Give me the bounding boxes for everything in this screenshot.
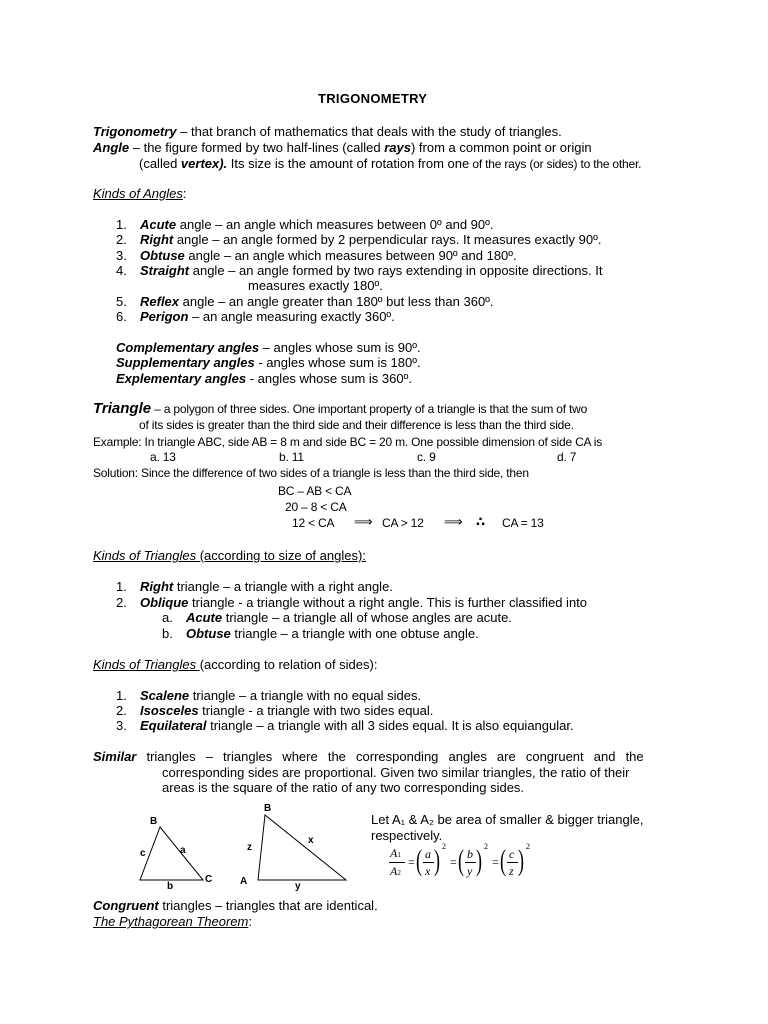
label-big-B: B xyxy=(264,803,272,814)
list-item xyxy=(116,579,393,594)
choice-c: c. 9 xyxy=(417,450,436,464)
term-vertex: vertex). xyxy=(180,156,228,171)
term-triangle: Triangle xyxy=(93,400,152,417)
item-term: Perigon xyxy=(140,309,189,324)
item-text: triangle – a triangle with one obtuse angle. xyxy=(230,626,479,641)
step-text: 12 < CA xyxy=(292,516,335,530)
label-big-z: z xyxy=(247,842,252,853)
step-text: CA > 12 xyxy=(382,516,424,530)
therefore-icon: ∴ xyxy=(476,515,485,530)
item-text: triangle – a triangle with all 3 sides equal. It is also equiangular. xyxy=(206,718,574,733)
def-similar-line2: corresponding sides are proportional. Given two similar triangles, the ratio of their xyxy=(162,765,630,780)
sub-list-item xyxy=(162,626,479,641)
def-text: (called xyxy=(139,156,181,171)
formula-exponent: 2 xyxy=(526,842,530,851)
formula-letter: a xyxy=(425,847,431,861)
list-item xyxy=(116,309,395,324)
label-small-b: b xyxy=(167,881,174,892)
label-big-A: A xyxy=(240,876,248,887)
term-trigonometry: Trigonometry xyxy=(93,124,177,139)
paren-close: ) xyxy=(476,844,482,877)
choice-d: d. 7 xyxy=(557,450,577,464)
item-number: 1. xyxy=(116,217,127,232)
item-text: angle – an angle greater than 180º but less than 360º. xyxy=(179,294,494,309)
def-trigonometry xyxy=(93,124,562,139)
example-text: In triangle ABC, side AB = 8 m and side BC = 20 m. One possible dimension of side CA is xyxy=(141,435,603,449)
heading-pythagorean-theorem xyxy=(93,914,252,929)
list-item xyxy=(116,294,494,309)
paren-close: ) xyxy=(434,844,440,877)
def-similar xyxy=(93,749,675,764)
heading-text: Kinds of Triangles xyxy=(93,657,200,672)
def-angle xyxy=(93,140,592,155)
item-term: Oblique xyxy=(140,595,189,610)
heading-text: (according to relation of sides): xyxy=(199,657,378,672)
heading-text: The Pythagorean Theorem xyxy=(93,914,249,929)
step-text: CA = 13 xyxy=(502,516,544,530)
label-small-a: a xyxy=(180,845,186,856)
item-number: 1. xyxy=(116,579,127,594)
solution-step-2: 20 – 8 < CA xyxy=(285,500,347,514)
heading-kinds-of-triangles-sides xyxy=(93,657,377,672)
formula-letter: c xyxy=(509,847,515,861)
item-term: Reflex xyxy=(140,294,180,309)
def-text: Its size is the amount of rotation from one xyxy=(227,156,470,171)
formula-letter: y xyxy=(467,864,473,878)
formula-exponent: 2 xyxy=(484,842,488,851)
sub-list-item xyxy=(162,610,512,625)
pair-text: - angles whose sum is 180º. xyxy=(254,355,421,370)
item-text: – an angle measuring exactly 360º. xyxy=(188,309,395,324)
choice-b: b. 11 xyxy=(279,450,304,464)
heading-kinds-of-triangles-angles xyxy=(93,548,366,563)
item-number: 3. xyxy=(116,248,127,263)
formula-letter: A xyxy=(390,864,398,878)
fraction-bar xyxy=(507,862,518,863)
equals-sign: = xyxy=(492,855,499,869)
pair-text: – angles whose sum is 90º. xyxy=(259,340,421,355)
area-ratio-formula xyxy=(384,842,544,885)
item-number: 3. xyxy=(116,718,127,733)
label-big-x: x xyxy=(308,835,314,846)
term-rays: rays xyxy=(384,140,411,155)
def-text: of the rays (or sides) to the other. xyxy=(469,157,642,171)
item-text: triangle – a triangle with no equal sides. xyxy=(189,688,422,703)
item-number: a. xyxy=(162,610,173,625)
big-triangle xyxy=(258,815,346,880)
def-text: triangles – triangles that are identical. xyxy=(158,898,378,913)
label-small-B: B xyxy=(150,816,158,827)
item-term: Straight xyxy=(140,263,190,278)
fraction-bar xyxy=(423,862,434,863)
item-term: Obtuse xyxy=(186,626,231,641)
item-text: triangle – a triangle with a right angle. xyxy=(173,579,393,594)
list-item xyxy=(116,248,517,263)
item-text: triangle – a triangle all of whose angles are acute. xyxy=(222,610,512,625)
list-item-continuation: measures exactly 180º. xyxy=(248,278,383,293)
formula-letter: x xyxy=(425,864,431,878)
list-item xyxy=(116,688,422,703)
small-triangle xyxy=(140,827,203,880)
list-item xyxy=(116,595,588,610)
heading-text: Kinds of Triangles xyxy=(93,548,197,563)
label-big-y: y xyxy=(295,881,301,892)
item-number: 1. xyxy=(116,688,127,703)
formula-subscript: 2 xyxy=(397,869,401,877)
pair-explementary xyxy=(116,371,412,386)
example-line xyxy=(93,434,602,450)
paren-close: ) xyxy=(518,844,524,877)
item-number: 2. xyxy=(116,703,127,718)
term-congruent: Congruent xyxy=(93,898,159,913)
solution-step-1: BC – AB < CA xyxy=(278,484,352,498)
term-similar: Similar xyxy=(93,749,137,764)
label-small-c: c xyxy=(140,848,146,859)
formula-subscript: 1 xyxy=(397,851,401,859)
item-term: Equilateral xyxy=(140,718,207,733)
item-term: Right xyxy=(140,232,174,247)
equals-sign: = xyxy=(450,855,457,869)
heading-colon: : xyxy=(248,914,252,929)
item-term: Isosceles xyxy=(140,703,199,718)
example-label: Example: xyxy=(93,435,142,449)
def-similar-line3: areas is the square of the ratio of any two corresponding sides. xyxy=(162,780,525,795)
def-angle-line2 xyxy=(139,156,641,172)
def-text: ) from a common point or origin xyxy=(410,140,592,155)
def-text: triangles – triangles where the corresponding angles are congruent and the xyxy=(136,749,644,764)
formula-A2 xyxy=(390,864,401,879)
def-text: – that branch of mathematics that deals with the study of triangles. xyxy=(176,124,562,139)
heading-colon: : xyxy=(182,186,187,201)
pair-text: - angles whose sum is 360º. xyxy=(246,371,412,386)
item-term: Acute xyxy=(186,610,223,625)
list-item xyxy=(116,217,494,232)
item-number: 6. xyxy=(116,309,127,324)
item-text: angle – an angle formed by two rays extending in opposite directions. It xyxy=(189,263,603,278)
heading-kinds-of-angles xyxy=(93,186,186,201)
item-term: Acute xyxy=(140,217,177,232)
formula-letter: b xyxy=(467,847,473,861)
pair-term: Supplementary angles xyxy=(116,355,255,370)
implies-arrow-icon: ⟹ xyxy=(354,515,373,530)
item-text: angle – an angle which measures between 0º and 90º. xyxy=(176,217,494,232)
label-small-C: C xyxy=(205,874,213,885)
pair-complementary xyxy=(116,340,421,355)
list-item xyxy=(116,718,574,733)
solution-line: Solution: Since the difference of two sides of a triangle is less than the third side, then xyxy=(93,466,529,480)
def-congruent xyxy=(93,898,378,913)
list-item xyxy=(116,263,603,278)
heading-text: (according to size of angles): xyxy=(196,548,366,563)
item-text: angle – an angle formed by 2 perpendicular rays. It measures exactly 90º. xyxy=(173,232,602,247)
def-text: – a polygon of three sides. One important property of a triangle is that the sum of two xyxy=(151,402,588,416)
choice-a: a. 13 xyxy=(150,450,176,464)
item-term: Scalene xyxy=(140,688,190,703)
let-statement-line2: respectively. xyxy=(371,828,443,843)
item-text: angle – an angle which measures between 90º and 180º. xyxy=(184,248,517,263)
page-title: TRIGONOMETRY xyxy=(318,91,428,106)
def-text: – the figure formed by two half-lines (called xyxy=(129,140,385,155)
def-triangle-line2: of its sides is greater than the third side and their difference is less than the third side. xyxy=(139,418,574,432)
item-term: Obtuse xyxy=(140,248,185,263)
heading-text: Kinds of Angles xyxy=(93,186,183,201)
formula-A1 xyxy=(390,846,401,861)
pair-term: Explementary angles xyxy=(116,371,247,386)
paren-open: ( xyxy=(500,844,506,877)
formula-letter: A xyxy=(390,846,398,860)
list-item xyxy=(116,232,602,247)
def-triangle xyxy=(93,401,587,417)
solution-step-3 xyxy=(292,515,544,531)
fraction-bar xyxy=(465,862,476,863)
implies-arrow-icon: ⟹ xyxy=(444,515,463,530)
item-text: triangle - a triangle with two sides equal. xyxy=(198,703,434,718)
item-number: 4. xyxy=(116,263,127,278)
let-statement-line1: Let A₁ & A₂ be area of smaller & bigger triangle, xyxy=(371,812,644,827)
equals-sign: = xyxy=(408,855,415,869)
list-item xyxy=(116,703,434,718)
paren-open: ( xyxy=(416,844,422,877)
formula-letter: z xyxy=(509,864,514,878)
formula-exponent: 2 xyxy=(442,842,446,851)
item-number: 5. xyxy=(116,294,127,309)
item-number: b. xyxy=(162,626,173,641)
item-term: Right xyxy=(140,579,174,594)
item-number: 2. xyxy=(116,595,127,610)
item-text: triangle - a triangle without a right angle. This is further classified into xyxy=(188,595,588,610)
fraction-bar xyxy=(389,862,405,863)
paren-open: ( xyxy=(458,844,464,877)
pair-supplementary xyxy=(116,355,421,370)
term-angle: Angle xyxy=(93,140,130,155)
pair-term: Complementary angles xyxy=(116,340,260,355)
item-number: 2. xyxy=(116,232,127,247)
